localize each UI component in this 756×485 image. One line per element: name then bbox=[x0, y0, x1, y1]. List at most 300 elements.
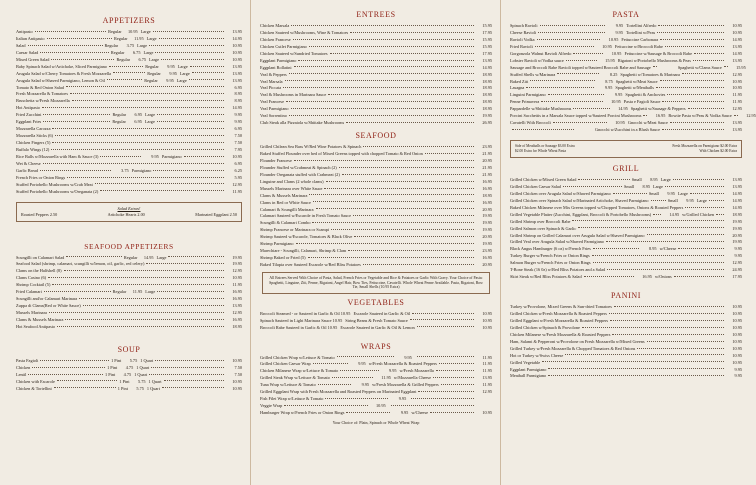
menu-item-price: 19.95 bbox=[482, 113, 492, 119]
menu-item bbox=[510, 239, 742, 246]
leader-dots bbox=[656, 87, 724, 88]
menu-item-price: 13.95 bbox=[732, 43, 743, 49]
menu-item bbox=[260, 158, 492, 165]
menu-item-price: 10.95 bbox=[732, 317, 742, 323]
menu-item bbox=[16, 175, 242, 182]
menu-item-price: 12.95 bbox=[232, 268, 242, 274]
leader-dots bbox=[113, 72, 145, 73]
salad-extra-item: Roasted Peppers 2.50 bbox=[21, 211, 58, 217]
menu-item bbox=[510, 92, 742, 99]
leader-dots bbox=[682, 73, 724, 74]
menu-item-name: Baked Ziti bbox=[510, 78, 529, 84]
leader-dots bbox=[342, 174, 474, 175]
leader-dots bbox=[439, 363, 474, 364]
menu-item bbox=[260, 396, 492, 403]
menu-item-price: 8.95 bbox=[234, 91, 242, 97]
size-label: Large bbox=[660, 177, 671, 182]
leader-dots bbox=[100, 190, 224, 191]
leader-dots bbox=[660, 39, 724, 40]
size-label: Large bbox=[696, 197, 707, 203]
menu-item-name: T-Bone Steak (16 0z) w/Red Bliss Potatoes and a Salad bbox=[510, 267, 606, 273]
pasta-extra-note: Side of Meatballs or Sausage $3.00 Extra bbox=[515, 144, 575, 148]
size-label: 1 Pint bbox=[111, 357, 122, 363]
menu-item-price: 14.95 bbox=[232, 35, 242, 41]
menu-item-name: Grilled Chicken w/Mixed Green Salad bbox=[510, 177, 577, 182]
menu-item bbox=[510, 184, 742, 191]
leader-dots bbox=[57, 326, 224, 327]
menu-item-price: 9.95 bbox=[398, 396, 407, 402]
menu-item-price: 19.95 bbox=[232, 261, 242, 267]
menu-item-name: Ravioli Vodka bbox=[510, 36, 535, 42]
menu-item bbox=[510, 226, 742, 233]
menu-item-price: 10.95 bbox=[128, 29, 138, 34]
menu-item-name: Mixed Green Salad bbox=[16, 56, 50, 62]
leader-dots bbox=[298, 60, 474, 61]
menu-item bbox=[16, 36, 242, 43]
menu-item bbox=[16, 289, 242, 296]
menu-item-name: Cheese Ravioli bbox=[510, 29, 537, 35]
menu-item-price: 12.95 bbox=[232, 310, 242, 315]
seafood-appetizers-heading: SEAFOOD APPETIZERS bbox=[84, 241, 174, 251]
menu-item bbox=[510, 177, 742, 184]
menu-item-option: w/Cheese bbox=[659, 246, 677, 252]
menu-item-name: Veal Sorrentino bbox=[260, 113, 287, 119]
menu-item-name: Arugula Salad w/Cherry Tomatoes & Fresh Mozzarella bbox=[16, 70, 112, 76]
menu-item-option: w/Fresh Mozzarella bbox=[399, 368, 434, 374]
wraps-note: Your Choice of: Plain, Spinach or Whole Wheat Wrap bbox=[332, 419, 420, 425]
menu-item bbox=[260, 311, 492, 318]
menu-item bbox=[260, 79, 492, 86]
leader-dots bbox=[606, 241, 724, 242]
menu-item-name: Chicken Sauteed w/Mushrooms, Wine & Tomatoes bbox=[260, 29, 349, 35]
leader-dots bbox=[716, 214, 724, 215]
leader-dots bbox=[184, 156, 224, 157]
menu-item bbox=[260, 220, 492, 227]
menu-item bbox=[260, 361, 492, 368]
menu-item bbox=[16, 112, 242, 119]
menu-item-price: 15.95 bbox=[605, 57, 615, 63]
leader-dots bbox=[673, 179, 724, 180]
leader-dots bbox=[538, 32, 605, 33]
leader-dots bbox=[542, 361, 724, 362]
leader-dots bbox=[350, 32, 474, 33]
menu-item-price: 14.95 bbox=[669, 211, 680, 217]
pasta-extra-note: Fresh Mozzarella on Parmigiano $2.00 Extra bbox=[672, 144, 737, 148]
menu-item-price: 5.75 bbox=[136, 385, 144, 391]
leader-dots bbox=[667, 94, 724, 95]
leader-dots bbox=[734, 115, 738, 116]
menu-item-name: Baby Spinach Salad w/Artichoke, Sliced Parmigiano bbox=[16, 63, 107, 69]
size-label: Small bbox=[667, 197, 678, 203]
leader-dots bbox=[391, 405, 474, 406]
leader-dots bbox=[32, 367, 105, 368]
leader-dots bbox=[441, 384, 474, 385]
leader-dots bbox=[612, 334, 724, 335]
menu-item-name: Stuffed Portobello Mushrooms w/Oreganata (2) bbox=[16, 188, 99, 194]
leader-dots bbox=[324, 188, 474, 189]
leader-dots bbox=[51, 59, 114, 60]
menu-item bbox=[510, 120, 742, 127]
menu-item-price: 9.95 bbox=[234, 119, 242, 125]
menu-item-price: 10.95 bbox=[732, 29, 743, 35]
menu-item bbox=[510, 127, 742, 134]
menu-item-name: Chicken bbox=[16, 364, 31, 370]
leader-dots bbox=[678, 248, 724, 249]
menu-item-price: 16.95 bbox=[482, 178, 492, 184]
menu-item-name: Chicken Fingers (5) bbox=[16, 140, 51, 145]
menu-item-name: Gorgonzola Walnut Ravioli Alfredo bbox=[510, 50, 572, 56]
menu-item-price: 12.95 bbox=[732, 71, 743, 77]
menu-item-price: 11.95 bbox=[732, 92, 742, 98]
menu-item-price: 11.95 bbox=[482, 368, 492, 374]
menu-item-name: Clams & Mussels Marinara bbox=[260, 192, 308, 198]
leader-dots bbox=[330, 53, 474, 54]
menu-item-name: Grilled Vegetable Platter (Zucchini, Eggplant, Broccoli & Portobello Mushrooms) bbox=[510, 211, 652, 217]
menu-item-option: Spaghetti w/Sausage & Peppers bbox=[630, 106, 686, 112]
menu-item-name: Salad bbox=[16, 42, 26, 48]
leader-dots bbox=[526, 87, 594, 88]
soup-heading: SOUP bbox=[117, 344, 141, 354]
menu-item-price: 10.95 bbox=[732, 85, 742, 91]
leader-dots bbox=[40, 170, 111, 171]
leader-dots bbox=[557, 73, 599, 74]
menu-item bbox=[510, 260, 742, 267]
menu-item-price: 21.95 bbox=[482, 151, 492, 156]
vegetables-list bbox=[260, 311, 492, 332]
menu-item-name: Stuffed Shells w/Marinara bbox=[510, 71, 556, 77]
menu-item-name: Flounder Oreganata stuffed with Crabmeat (2) bbox=[260, 171, 340, 177]
menu-item-price: 13.95 bbox=[732, 127, 743, 133]
size-label: Small bbox=[648, 190, 659, 196]
size-label: Regular bbox=[110, 49, 125, 55]
leader-dots bbox=[354, 236, 474, 237]
size-label: Large bbox=[156, 254, 167, 260]
leader-dots bbox=[658, 25, 724, 26]
menu-item bbox=[260, 144, 492, 151]
leader-dots bbox=[65, 319, 224, 320]
pasta-extras-box bbox=[510, 140, 742, 158]
menu-item-name: Grilled Veal over Arugula Salad w/Shaved Parmigiano bbox=[510, 239, 604, 245]
menu-item-price: 7.50 bbox=[234, 140, 242, 145]
menu-item bbox=[16, 105, 242, 112]
menu-item-price: 10.95 bbox=[732, 331, 742, 337]
menu-item-price: 8.25 bbox=[609, 71, 618, 77]
menu-item bbox=[260, 255, 492, 262]
menu-item-price: 10.95 bbox=[232, 42, 243, 48]
leader-dots bbox=[613, 193, 647, 194]
leader-dots bbox=[331, 229, 474, 230]
menu-item-price: 8.95 bbox=[234, 98, 242, 104]
menu-item-option: w/Fresh Mozzarella & Grilled Peppers bbox=[372, 382, 439, 388]
leader-dots bbox=[418, 391, 474, 392]
menu-item bbox=[260, 151, 492, 158]
menu-item-price: 21.95 bbox=[482, 171, 492, 177]
menu-item-name: Eggplant Rollatini bbox=[260, 64, 292, 70]
menu-item bbox=[510, 219, 742, 226]
leader-dots bbox=[294, 160, 474, 161]
menu-item-name: Linguine and Clams (2 whole clams) bbox=[260, 178, 324, 184]
size-label: Large bbox=[137, 42, 148, 48]
size-label: Large bbox=[653, 183, 663, 189]
seafood-heading: SEAFOOD bbox=[355, 131, 397, 141]
menu-item-price: 6.95 bbox=[234, 126, 242, 132]
size-label: 1 Pint bbox=[105, 371, 116, 377]
menu-item bbox=[16, 324, 242, 331]
menu-item bbox=[510, 274, 742, 281]
menu-item-name: Cavatelli With Broccoli bbox=[510, 120, 551, 126]
menu-item-price: 6.75 bbox=[138, 56, 147, 62]
menu-item bbox=[16, 189, 242, 196]
menu-item-price: 10.95 bbox=[611, 50, 622, 56]
menu-item-name: Baked Stuffed Flounder over bed of Mixed Greens topped with chopped Tomato & Red Onion bbox=[260, 151, 423, 156]
leader-dots bbox=[651, 200, 666, 201]
menu-item-price: 10.95 bbox=[732, 78, 742, 84]
menu-item-price: 14.95 bbox=[482, 64, 492, 70]
leader-dots bbox=[332, 377, 373, 378]
menu-item bbox=[16, 317, 242, 324]
menu-item-name: Fish Filet Wrap w/Lettuce & Tomato bbox=[260, 396, 324, 402]
entree-note-box: All Entrees Served With Choice of Pasta, Salad, French Fries or Vegetable and Rice & Potatoes or Garlic With Gravy. Your Choice of Pasta: Spaghetti, Linguine, Ziti, Penne, Rigatoni, Angel Hair, Bow Ties, Fettuccine, Cavatelli. Whole Wheat Penne Available. Pasta, Rigatoni, Bow Tie, Small Shells (10.95 Extra) bbox=[262, 272, 490, 294]
menu-item bbox=[260, 318, 492, 325]
menu-item-name: Grilled Chicken w/Spinach & Provolone bbox=[510, 324, 580, 330]
leader-dots bbox=[72, 100, 224, 101]
menu-item bbox=[260, 262, 492, 269]
leader-dots bbox=[283, 87, 474, 88]
menu-item-price: 15.95 bbox=[482, 43, 492, 49]
menu-item-name: Flounder Stuffed w/Crabmeat & Spinach (2) bbox=[260, 164, 337, 170]
menu-item-name: Shrimp Cocktail (5) bbox=[16, 282, 51, 288]
menu-item-name: Lentil bbox=[16, 371, 27, 377]
leader-dots bbox=[433, 377, 474, 378]
menu-item bbox=[260, 172, 492, 179]
leader-dots bbox=[607, 269, 724, 270]
menu-item-price: 7.95 bbox=[234, 146, 242, 152]
menu-item-price: 19.95 bbox=[732, 239, 742, 245]
menu-item-price: 16.95 bbox=[482, 185, 492, 191]
menu-item-price: 18.95 bbox=[482, 78, 492, 84]
menu-item-name: French Fries or Onion Rings bbox=[16, 174, 66, 180]
menu-item-option: Pasta e Fagioli Sauce bbox=[623, 99, 661, 105]
size-label: Regular bbox=[123, 254, 138, 260]
size-label: Large bbox=[145, 112, 155, 118]
menu-item-price: 14.95 bbox=[732, 204, 742, 210]
menu-item-price: 10.95 bbox=[232, 49, 242, 55]
menu-item-price: 13.95 bbox=[232, 70, 242, 76]
menu-item-name: Italian Antipasto bbox=[16, 35, 45, 41]
size-label: 1 Quart bbox=[140, 357, 154, 363]
leader-dots bbox=[149, 374, 224, 375]
menu-item-name: Broccoli Rabe Sauteed in Garlic & Oil 10.95 bbox=[260, 324, 338, 330]
menu-item-price: 14.95 bbox=[732, 190, 743, 196]
leader-dots bbox=[647, 341, 724, 342]
menu-item bbox=[510, 99, 742, 106]
menu-item-price: 6.25 bbox=[234, 167, 243, 173]
menu-item-price: 10.95 bbox=[732, 338, 742, 344]
menu-item-price: 3.75 bbox=[126, 42, 135, 48]
leader-dots bbox=[161, 59, 224, 60]
menu-item-price: 20.95 bbox=[482, 262, 492, 267]
leader-dots bbox=[308, 257, 474, 258]
menu-item-price: 11.95 bbox=[134, 35, 144, 41]
menu-item-name: Veal & Peppers bbox=[260, 71, 287, 77]
size-label: 1 Pint bbox=[119, 378, 130, 384]
appetizers-heading: APPETIZERS bbox=[102, 16, 156, 25]
menu-item-name: Eggplant Fries bbox=[16, 119, 42, 125]
menu-item bbox=[510, 339, 742, 346]
menu-item bbox=[510, 64, 746, 72]
leader-dots bbox=[660, 80, 724, 81]
menu-item-name: Spinach Sauteed in Light Marinara Sauce 10.95 bbox=[260, 317, 343, 323]
menu-item-price: 10.95 bbox=[732, 345, 742, 351]
size-label: Large bbox=[149, 56, 159, 62]
menu-item-option: Tortellini w/Peas bbox=[625, 29, 656, 35]
menu-item-price: 4.75 bbox=[125, 364, 134, 370]
menu-item-price: 17.95 bbox=[732, 274, 742, 280]
menu-item bbox=[260, 200, 492, 207]
menu-item-name: Grilled Eggplant Wrap with Fresh Mozzarella and Roasted Peppers on Marinated Eggplant bbox=[260, 389, 417, 395]
leader-dots bbox=[548, 94, 605, 95]
leader-dots bbox=[49, 312, 224, 313]
panini-list bbox=[510, 304, 742, 380]
menu-item bbox=[510, 325, 742, 332]
menu-item-name: Tuna Wrap w/Lettuce & Tomato bbox=[260, 382, 316, 388]
salad-extras-title: Salad Extras! bbox=[117, 205, 141, 211]
menu-item-price: 9.95 bbox=[361, 382, 370, 388]
leader-dots bbox=[662, 101, 724, 102]
menu-item-option: String Beans & Fresh Tomato Sauce bbox=[345, 317, 408, 323]
menu-item-price: 24.95 bbox=[732, 267, 742, 273]
menu-item-price: 19.95 bbox=[482, 213, 492, 219]
menu-item-name: Grilled Chicken over Arugula Salad w/Shaved Parmigiano bbox=[510, 190, 611, 196]
menu-item bbox=[16, 310, 242, 317]
size-label: Regular bbox=[112, 119, 126, 125]
menu-item-price: 11.95 bbox=[381, 375, 391, 381]
menu-item-price: 6.95 bbox=[234, 84, 242, 90]
size-label: Large bbox=[143, 49, 154, 55]
menu-item-price: 6.95 bbox=[134, 112, 143, 118]
menu-item-name: Grilled Chicken over Spinach Salad w/Marinated Artichoke, Shaved Parmigiano bbox=[510, 197, 649, 203]
leader-dots bbox=[291, 108, 474, 109]
leader-dots bbox=[573, 53, 603, 54]
menu-item-name: Marechiare - Scungilli, Calamari, Shrimp & Clam bbox=[260, 248, 347, 254]
entrees-heading: ENTREES bbox=[356, 10, 396, 19]
size-label: Regular bbox=[104, 42, 119, 48]
menu-item bbox=[510, 304, 742, 311]
leader-dots bbox=[566, 60, 597, 61]
menu-item-price: 19.95 bbox=[482, 241, 492, 247]
menu-item-name: Buffalo Wings (12) bbox=[16, 146, 50, 152]
menu-item-name: Scungilli & Calamari Combo bbox=[260, 220, 311, 226]
menu-item bbox=[510, 205, 742, 212]
menu-item-price: 16.95 bbox=[655, 113, 666, 119]
menu-item-name: Chicken & Tortellini bbox=[16, 385, 52, 391]
menu-item-name: Chicken Marsala bbox=[260, 23, 290, 28]
menu-item bbox=[510, 267, 742, 274]
menu-item-name: Wet & Cheese bbox=[16, 160, 41, 166]
menu-item bbox=[16, 126, 242, 133]
leader-dots bbox=[100, 156, 140, 157]
menu-item-price: 10.95 bbox=[232, 357, 242, 363]
menu-item bbox=[510, 30, 742, 37]
menu-item bbox=[510, 253, 742, 260]
menu-item bbox=[260, 106, 492, 113]
menu-item-price: 13.95 bbox=[232, 303, 242, 309]
menu-item-price: 11.95 bbox=[132, 289, 143, 295]
leader-dots bbox=[296, 243, 474, 244]
menu-item-price: 7.50 bbox=[234, 371, 242, 377]
leader-dots bbox=[54, 387, 116, 388]
leader-dots bbox=[190, 66, 224, 67]
menu-item bbox=[16, 57, 242, 64]
leader-dots bbox=[157, 291, 224, 292]
menu-item-name: Arugula Salad w/Shaved Parmigiano, Lemon & Oil bbox=[16, 77, 105, 83]
menu-item bbox=[510, 191, 742, 198]
leader-dots bbox=[40, 360, 109, 361]
leader-dots bbox=[284, 405, 367, 406]
menu-item-price: 9.95 bbox=[615, 23, 624, 28]
leader-dots bbox=[149, 45, 224, 46]
menu-item bbox=[260, 213, 492, 220]
menu-item-name: Mozzarella Sticks (6) bbox=[16, 133, 53, 139]
menu-item bbox=[510, 373, 742, 380]
leader-dots bbox=[157, 114, 224, 115]
menu-item-option: Tortellini Alfredo bbox=[626, 23, 657, 28]
leader-dots bbox=[553, 122, 607, 123]
menu-item bbox=[260, 186, 492, 193]
leader-dots bbox=[348, 250, 474, 251]
menu-item-price: 7.50 bbox=[234, 133, 242, 139]
menu-item-name: Veal Marsala bbox=[260, 78, 283, 84]
menu-item bbox=[510, 85, 742, 92]
menu-item-name: Grilled Shrimp on Grilled Calamari over Arugula Salad w/Shaved Parmigiano bbox=[510, 232, 645, 238]
menu-item-name: Hot or Turkey w/Swiss Cheese bbox=[510, 352, 564, 358]
leader-dots bbox=[313, 201, 474, 202]
menu-item bbox=[16, 154, 242, 161]
size-label: Regular bbox=[113, 35, 128, 41]
salad-extras-box bbox=[16, 202, 242, 222]
leader-dots bbox=[291, 25, 474, 26]
menu-item-name: Veal & Mushrooms in Marinara Sauce bbox=[260, 92, 327, 98]
menu-item-name: Eggplant Parmigiano bbox=[510, 366, 547, 372]
size-label: Large bbox=[177, 63, 188, 69]
menu-item-option: Fettuccine w/Broccoli Rabe bbox=[614, 43, 663, 49]
wraps-list bbox=[260, 355, 492, 417]
leader-dots bbox=[52, 142, 224, 143]
menu-item-price: 12.95 bbox=[482, 389, 492, 395]
menu-item bbox=[260, 248, 492, 255]
leader-dots bbox=[340, 370, 378, 371]
menu-item-price: 17.95 bbox=[482, 29, 492, 35]
menu-item-price: 10.95 bbox=[482, 317, 492, 323]
menu-item-price: 16.95 bbox=[232, 296, 242, 302]
leader-dots bbox=[548, 368, 724, 369]
menu-item-price: 20.95 bbox=[482, 206, 492, 212]
leader-dots bbox=[43, 114, 110, 115]
menu-item bbox=[510, 198, 742, 205]
leader-dots bbox=[70, 93, 224, 94]
menu-item bbox=[16, 182, 242, 189]
size-label: 1 Quart bbox=[134, 371, 148, 377]
menu-item-price: 17.95 bbox=[482, 50, 492, 56]
menu-item-price: 11.95 bbox=[482, 354, 493, 360]
menu-item-name: Grilled Salmon over Spinach & Garlic bbox=[510, 225, 577, 231]
leader-dots bbox=[346, 122, 474, 123]
menu-item-name: Lobster Ravioli w/Vodka sauce bbox=[510, 57, 564, 63]
leader-dots bbox=[573, 108, 609, 109]
menu-item-name: Hamburger Wrap w/French Fries or Onion Rings bbox=[260, 410, 345, 416]
menu-item-option: Spaghetti w/Meat Sauce bbox=[615, 78, 658, 84]
menu-item bbox=[16, 98, 242, 105]
